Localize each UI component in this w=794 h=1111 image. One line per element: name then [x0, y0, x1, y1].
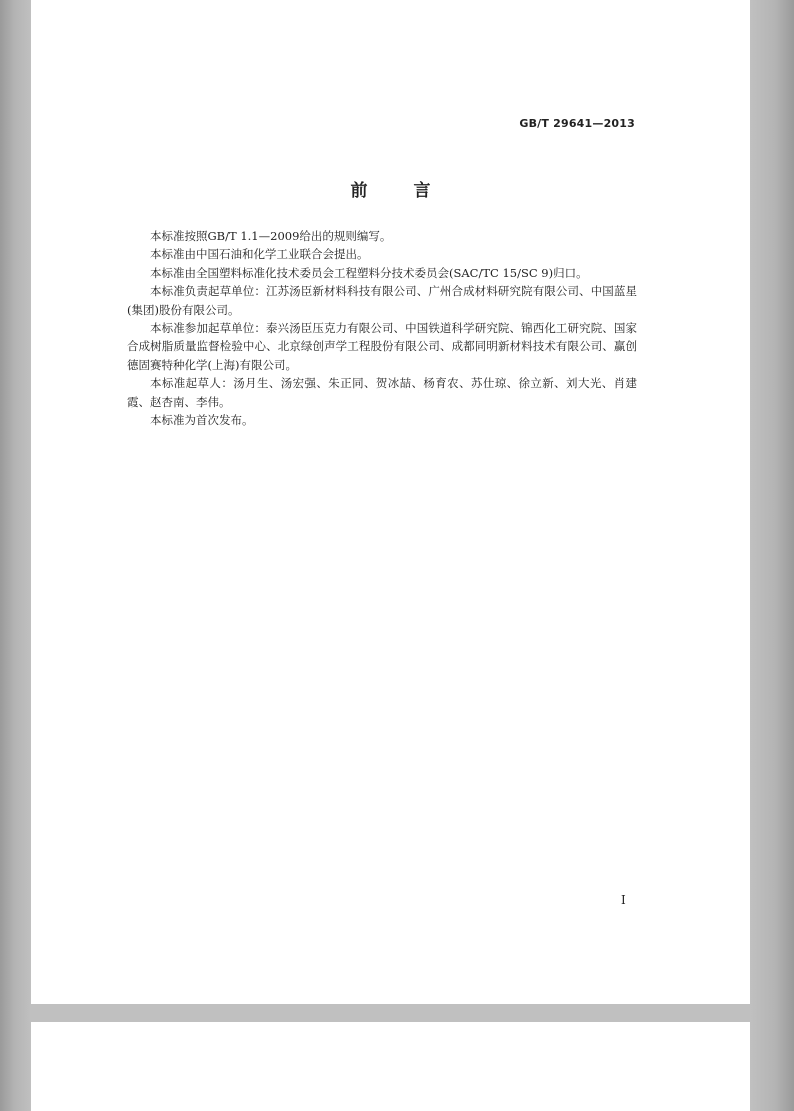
page-number: I — [621, 893, 626, 907]
preface-body — [127, 227, 637, 429]
standard-code: GB/T 29641—2013 — [519, 117, 635, 130]
page-title: 前 言 — [350, 181, 451, 201]
paragraph-drafters: 本标准起草人：汤月生、汤宏强、朱正同、贺冰喆、杨育农、苏仕琼、徐立新、刘大光、肖建霞、赵杏南、李伟。 — [127, 376, 637, 409]
paragraph-proposer: 本标准由中国石油和化学工业联合会提出。 — [150, 247, 369, 262]
paragraph-administration: 本标准由全国塑料标准化技术委员会工程塑料分技术委员会(SAC/TC 15/SC 9)归口。 — [150, 265, 588, 280]
paragraph-participating-drafters: 本标准参加起草单位：泰兴汤臣压克力有限公司、中国铁道科学研究院、锦西化工研究院、国家合成树脂质量监督检验中心、北京绿创声学工程股份有限公司、成都同明新材料技术有限公司、赢创德固赛特种化学(上海)有限公司。 — [127, 321, 637, 372]
next-document-page — [31, 1022, 750, 1111]
paragraph-first-release: 本标准为首次发布。 — [150, 413, 254, 428]
paragraph-responsible-drafters: 本标准负责起草单位：江苏汤臣新材料科技有限公司、广州合成材料研究院有限公司、中国蓝星(集团)股份有限公司。 — [127, 284, 637, 317]
paragraph-drafting-rules: 本标准按照GB/T 1.1—2009给出的规则编写。 — [150, 229, 392, 243]
document-page — [31, 0, 750, 1004]
